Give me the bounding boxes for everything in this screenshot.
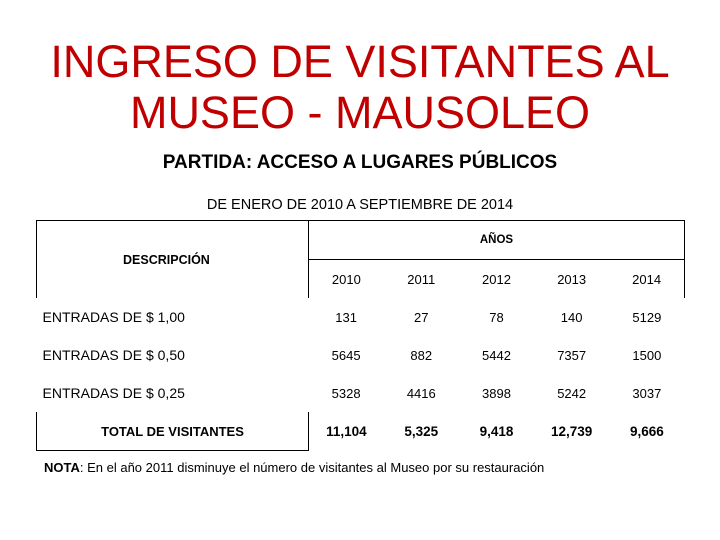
table-cell: 5328: [331, 385, 361, 401]
row-label: ENTRADAS DE $ 1,00: [42, 309, 185, 325]
table-row: [37, 336, 685, 374]
page-title: [0, 36, 720, 138]
table-cell: 7357: [557, 347, 587, 363]
total-row: [37, 412, 685, 451]
table-cell: 5645: [331, 347, 361, 363]
page-title-line-2: MUSEO - MAUSOLEO: [129, 87, 591, 138]
years-header: AÑOS: [309, 221, 685, 260]
year-header: 2011: [407, 271, 436, 287]
table-cell: 3898: [482, 385, 511, 401]
description-header: DESCRIPCIÓN: [37, 221, 309, 299]
total-cell: 9,666: [629, 423, 664, 439]
table-row: [37, 298, 685, 336]
total-cell: 11,104: [326, 423, 367, 439]
table-cell: 1500: [632, 347, 662, 363]
footnote-text: : En el año 2011 disminuye el número de visitantes al Museo por su restauración: [79, 460, 545, 475]
row-label: ENTRADAS DE $ 0,50: [42, 347, 185, 363]
year-header: 2013: [557, 271, 587, 287]
year-header: 2010: [331, 271, 361, 287]
row-label: ENTRADAS DE $ 0,25: [42, 385, 185, 401]
footnote: [44, 460, 544, 475]
year-header: 2014: [609, 260, 684, 299]
table-cell: 131: [335, 309, 357, 325]
table-header-row: [37, 221, 685, 260]
year-header: 2012: [482, 271, 511, 287]
total-cell: 5,325: [404, 423, 439, 439]
table-cell: 3037: [632, 385, 662, 401]
table-cell: 78: [489, 309, 504, 325]
total-cell: 12,739: [551, 423, 593, 439]
table-cell: 882: [410, 347, 433, 363]
table-cell: 140: [560, 309, 583, 325]
total-cell: 9,418: [479, 423, 514, 439]
table-cell: 5442: [482, 347, 511, 363]
total-label: TOTAL DE VISITANTES: [37, 412, 309, 451]
footnote-label: NOTA: [44, 460, 80, 475]
table-cell: 27: [414, 309, 429, 325]
visitors-table: [36, 220, 685, 451]
page-title-line-1: INGRESO DE VISITANTES AL: [50, 36, 670, 87]
table-row: [37, 374, 685, 412]
date-range: DE ENERO DE 2010 A SEPTIEMBRE DE 2014: [206, 197, 514, 213]
table-cell: 4416: [406, 385, 436, 401]
subtitle: PARTIDA: ACCESO A LUGARES PÚBLICOS: [162, 152, 558, 173]
table-cell: 5242: [557, 385, 587, 401]
table-cell: 5129: [632, 309, 662, 325]
